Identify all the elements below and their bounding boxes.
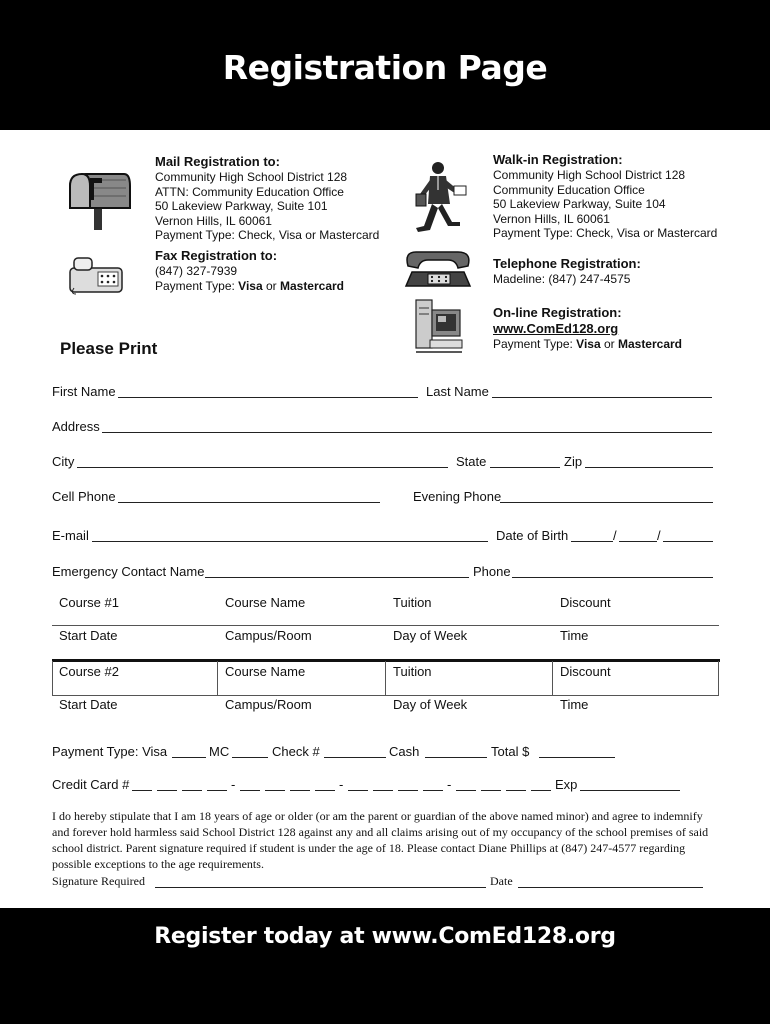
course-campus-label[interactable]: Campus/Room [225, 697, 312, 712]
course-divider [552, 661, 553, 696]
credit-card-digit[interactable] [157, 790, 177, 791]
email-field[interactable] [92, 541, 488, 542]
liability-statement: I do hereby stipulate that I am 18 years of age or older (or am the parent or guardian of the above named minor) and agree to indemnify and forever hold harmless said School District 128 against any and all claims arising out of my occupancy of the school premises of said school district. Parent signature required if student is under the age of 18. Please contact Diane Phillips at (847) 247-4577 regarding possible exceptions to the age requirements. [52, 809, 709, 871]
state-field[interactable] [490, 467, 560, 468]
emergency-phone-field[interactable] [512, 577, 713, 578]
course-name-label[interactable]: Course Name [225, 664, 306, 679]
credit-card-label: Credit Card # [52, 777, 130, 792]
header-banner [0, 0, 770, 130]
footer-banner [0, 908, 770, 1024]
credit-card-digit[interactable] [265, 790, 285, 791]
course-divider [52, 661, 53, 696]
payment-visa-field[interactable] [172, 757, 206, 758]
telephone-line: Madeline: (847) 247-4575 [493, 272, 631, 286]
dob-label: Date of Birth [496, 528, 569, 543]
walkin-line: Payment Type: Check, Visa or Mastercard [493, 226, 718, 241]
credit-card-digit[interactable] [481, 790, 501, 791]
computer-icon [414, 298, 464, 361]
course-divider [217, 661, 218, 696]
expiration-label: Exp [555, 777, 578, 792]
first-name-label: First Name [52, 384, 116, 399]
expiration-field[interactable] [580, 790, 680, 791]
credit-card-digit[interactable] [290, 790, 310, 791]
credit-card-dash: - [231, 777, 236, 792]
payment-cash-label: Cash [389, 744, 420, 759]
dob-separator: / [613, 528, 617, 543]
credit-card-digit[interactable] [531, 790, 551, 791]
credit-card-digit[interactable] [506, 790, 526, 791]
signature-date-label: Date [490, 874, 513, 888]
city-field[interactable] [77, 467, 448, 468]
course-divider [52, 659, 720, 662]
payment-total-label: Total $ [491, 744, 530, 759]
fax-phone: (847) 327-7939 [155, 264, 238, 278]
walkin-title: Walk-in Registration: [493, 152, 623, 167]
credit-card-digit[interactable] [373, 790, 393, 791]
online-mastercard: Mastercard [617, 337, 682, 351]
dob-day-field[interactable] [619, 541, 657, 542]
fax-mastercard: Mastercard [279, 278, 344, 293]
payment-visa-label: Payment Type: Visa [52, 744, 168, 759]
course-day-label[interactable]: Day of Week [393, 697, 468, 712]
fax-or: or [262, 278, 280, 293]
online-url-link[interactable]: www.ComEd128.org [493, 321, 619, 336]
credit-card-digit[interactable] [315, 790, 335, 791]
course-start-label[interactable]: Start Date [59, 697, 118, 712]
online-or: or [600, 337, 618, 351]
signature-field[interactable] [155, 887, 486, 888]
credit-card-digit[interactable] [207, 790, 227, 791]
payment-check-field[interactable] [324, 757, 386, 758]
credit-card-digit[interactable] [456, 790, 476, 791]
fax-title: Fax Registration to: [155, 248, 278, 263]
credit-card-digit[interactable] [398, 790, 418, 791]
course-number-label[interactable]: Course #1 [59, 595, 119, 610]
walkin-line: Vernon Hills, IL 60061 [493, 211, 610, 226]
dob-year-field[interactable] [663, 541, 713, 542]
mail-line: Community High School District 128 [155, 170, 348, 184]
dob-separator: / [657, 528, 661, 543]
payment-check-label: Check # [272, 744, 320, 759]
walkin-address [493, 168, 717, 241]
payment-cash-field[interactable] [425, 757, 487, 758]
course-tuition-label[interactable]: Tuition [393, 595, 432, 610]
telephone-title: Telephone Registration: [493, 256, 641, 271]
walking-man-icon [412, 160, 468, 241]
walkin-line: Community High School District 128 [493, 168, 686, 182]
mail-address [155, 170, 379, 243]
credit-card-digit[interactable] [240, 790, 260, 791]
course-divider [52, 625, 719, 626]
zip-field[interactable] [585, 467, 713, 468]
mail-line: Vernon Hills, IL 60061 [155, 213, 272, 228]
city-label: City [52, 454, 75, 469]
course-divider [718, 661, 719, 696]
course-tuition-label[interactable]: Tuition [393, 664, 432, 679]
mail-line: 50 Lakeview Parkway, Suite 101 [155, 199, 328, 214]
course-name-label[interactable]: Course Name [225, 595, 306, 610]
cell-phone-field[interactable] [118, 502, 380, 503]
evening-phone-label: Evening Phone [413, 489, 502, 504]
footer-cta: Register today at www.ComEd128.org [154, 924, 616, 949]
credit-card-digit[interactable] [132, 790, 152, 791]
fax-info [155, 264, 344, 293]
course-start-label[interactable]: Start Date [59, 628, 118, 643]
walkin-line: 50 Lakeview Parkway, Suite 104 [493, 197, 666, 212]
course-day-label[interactable]: Day of Week [393, 628, 468, 643]
first-name-field[interactable] [118, 397, 418, 398]
email-label: E-mail [52, 528, 89, 543]
zip-label: Zip [564, 454, 583, 469]
online-payment-prefix: Payment Type: [493, 337, 577, 351]
online-title: On-line Registration: [493, 305, 622, 320]
fax-visa: Visa [238, 278, 263, 293]
course-campus-label[interactable]: Campus/Room [225, 628, 312, 643]
mail-title: Mail Registration to: [155, 154, 280, 169]
credit-card-digit[interactable] [348, 790, 368, 791]
address-label: Address [52, 419, 100, 434]
course-time-label[interactable]: Time [560, 628, 589, 643]
telephone-info [493, 272, 630, 287]
payment-mc-label: MC [209, 744, 230, 759]
course-number-label[interactable]: Course #2 [59, 664, 119, 679]
dob-month-field[interactable] [571, 541, 613, 542]
page-title: Registration Page [222, 48, 548, 87]
cell-phone-label: Cell Phone [52, 489, 116, 504]
mail-line: Payment Type: Check, Visa or Mastercard [155, 228, 380, 243]
course-divider [385, 661, 386, 696]
course-time-label[interactable]: Time [560, 697, 589, 712]
last-name-label: Last Name [426, 384, 489, 399]
credit-card-digit[interactable] [423, 790, 443, 791]
online-payment [493, 337, 682, 352]
fax-payment-prefix: Payment Type: [155, 278, 239, 293]
signature-label: Signature Required [52, 874, 145, 888]
credit-card-dash: - [339, 777, 344, 792]
last-name-field[interactable] [492, 397, 712, 398]
course-divider [52, 695, 719, 696]
telephone-icon [402, 248, 474, 295]
walkin-line: Community Education Office [493, 182, 645, 197]
online-visa: Visa [576, 337, 601, 351]
state-label: State [456, 454, 487, 469]
credit-card-dash: - [447, 777, 452, 792]
evening-phone-field[interactable] [500, 502, 713, 503]
please-print-heading: Please Print [60, 339, 158, 358]
fax-machine-icon [68, 254, 124, 301]
emergency-contact-field[interactable] [205, 577, 469, 578]
payment-total-field[interactable] [539, 757, 615, 758]
address-field[interactable] [102, 432, 712, 433]
emergency-phone-label: Phone [473, 564, 511, 579]
payment-mc-field[interactable] [232, 757, 268, 758]
course-discount-label[interactable]: Discount [560, 595, 611, 610]
fax-payment [155, 279, 344, 294]
credit-card-digit[interactable] [182, 790, 202, 791]
mailbox-icon [64, 170, 134, 237]
mail-line: ATTN: Community Education Office [155, 184, 344, 199]
course-discount-label[interactable]: Discount [560, 664, 611, 679]
signature-date-field[interactable] [518, 887, 703, 888]
emergency-contact-label: Emergency Contact Name [52, 564, 205, 579]
